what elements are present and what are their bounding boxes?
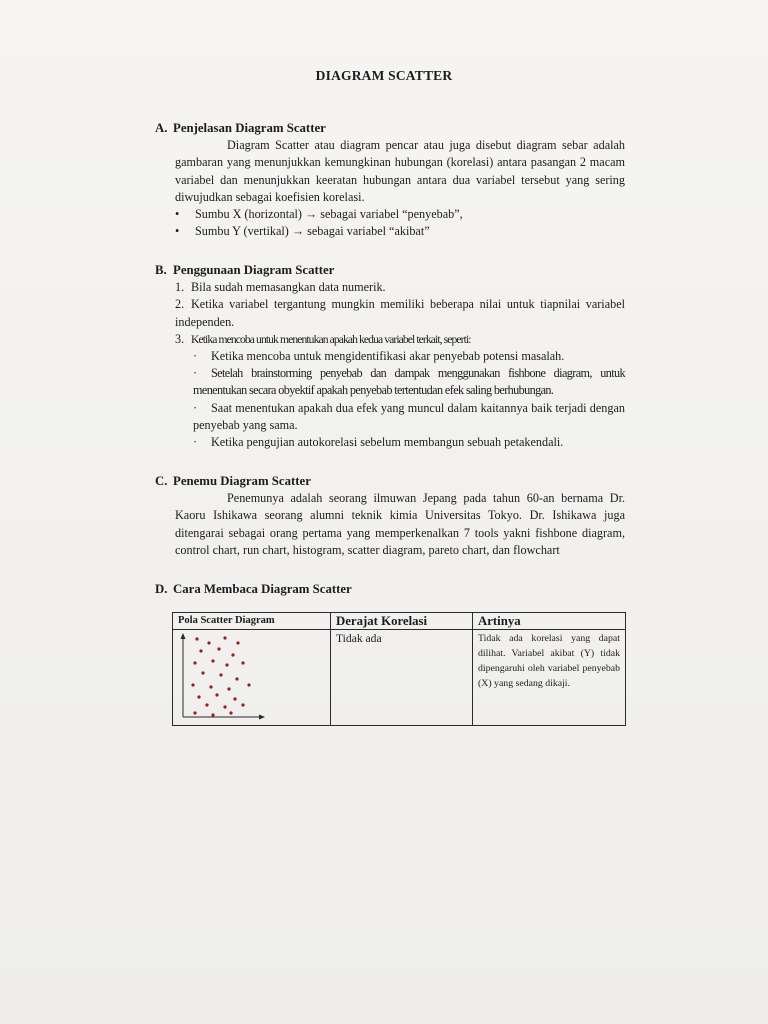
section-b bbox=[155, 262, 625, 451]
section-a-bullets bbox=[155, 206, 625, 240]
scatter-pattern-diagram bbox=[177, 631, 265, 723]
scatter-dot bbox=[207, 641, 210, 644]
degree-value: Tidak ada bbox=[336, 632, 382, 645]
section-c-heading: C. Penemu Diagram Scatter bbox=[155, 474, 311, 488]
list-item: 2. Ketika variabel tergantung mungkin memiliki beberapa nilai untuk tiapnilai variabel independen. bbox=[175, 297, 625, 329]
list-item: 1. Bila sudah memasangkan data numerik. bbox=[175, 280, 386, 295]
section-b-heading: B. Penggunaan Diagram Scatter bbox=[155, 263, 335, 277]
scatter-dot bbox=[199, 649, 202, 652]
list-item: · Ketika mencoba untuk mengidentifikasi akar penyebab potensi masalah. bbox=[193, 349, 565, 364]
scatter-dot bbox=[229, 711, 232, 714]
scatter-dot bbox=[211, 713, 214, 716]
section-c-paragraph: Penemunya adalah seorang ilmuwan Jepang pada tahun 60-an bernama Dr. Kaoru Ishikawa seorang alumni teknik kimia Universitas Tokyo. Dr. Ishikawa juga ditengarai sebagai orang pertama yang memperkenalkan 7 tools yakni fishbone diagram, control chart, run chart, histogram, scatter diagram, pareto chart, dan flowchart bbox=[175, 491, 625, 557]
scatter-dot bbox=[211, 659, 214, 662]
table-cell-pattern bbox=[173, 613, 331, 725]
scatter-dot bbox=[247, 683, 250, 686]
scatter-dot bbox=[235, 677, 238, 680]
list-item: · Saat menentukan apakah dua efek yang muncul dalam kaitannya baik terjadi dengan penyebab yang sama. bbox=[193, 400, 625, 432]
scatter-dot bbox=[197, 695, 200, 698]
scatter-dot bbox=[201, 671, 204, 674]
scatter-dot bbox=[193, 661, 196, 664]
scatter-dot bbox=[205, 703, 208, 706]
scatter-dot bbox=[231, 653, 234, 656]
scatter-dot bbox=[233, 697, 236, 700]
list-item: • Sumbu Y (vertikal) → sebagai variabel “akibat” bbox=[155, 223, 625, 240]
list-item: · Ketika pengujian autokorelasi sebelum membangun sebuah petakendali. bbox=[193, 435, 564, 450]
scatter-dot bbox=[236, 641, 239, 644]
scatter-dot bbox=[241, 661, 244, 664]
section-c bbox=[155, 473, 625, 559]
correlation-table bbox=[172, 612, 626, 726]
table-cell-degree bbox=[331, 613, 473, 725]
list-item: • Sumbu X (horizontal) → sebagai variabel “penyebab”, bbox=[155, 206, 625, 223]
scatter-dot bbox=[223, 705, 226, 708]
section-b-numbered-list bbox=[155, 279, 625, 348]
scatter-dot bbox=[225, 663, 228, 666]
list-item: 3. Ketika mencoba untuk menentukan apakah kedua variabel terkait, seperti: bbox=[175, 331, 471, 346]
y-axis-arrow bbox=[181, 633, 186, 639]
section-b-sublist bbox=[155, 348, 625, 451]
section-d bbox=[155, 581, 625, 598]
scatter-dot bbox=[209, 685, 212, 688]
meaning-value: Tidak ada korelasi yang dapat dilihat. Variabel akibat (Y) tidak dipengaruhi oleh variabel penyebab (X) yang sedang dikaji. bbox=[478, 633, 620, 689]
x-axis-arrow bbox=[259, 715, 265, 720]
scatter-dot bbox=[191, 683, 194, 686]
scatter-dot bbox=[217, 647, 220, 650]
scatter-dot bbox=[219, 673, 222, 676]
table-header: Derajat Korelasi bbox=[336, 614, 428, 628]
section-a-heading: A. Penjelasan Diagram Scatter bbox=[155, 121, 326, 135]
scatter-dot bbox=[227, 687, 230, 690]
table-cell-meaning bbox=[473, 613, 625, 725]
scatter-dot bbox=[193, 711, 196, 714]
document-title: DIAGRAM SCATTER bbox=[315, 68, 453, 83]
scatter-points bbox=[191, 636, 250, 716]
scatter-dot bbox=[241, 703, 244, 706]
scatter-dot bbox=[195, 637, 198, 640]
table-header: Artinya bbox=[478, 614, 521, 628]
section-a bbox=[155, 120, 625, 240]
scatter-dot bbox=[223, 636, 226, 639]
section-d-heading: D. Cara Membaca Diagram Scatter bbox=[155, 582, 352, 596]
section-a-paragraph: Diagram Scatter atau diagram pencar atau juga disebut diagram sebar adalah gambaran yang menunjukkan kemungkinan hubungan (korelasi) antara pasangan 2 macam variabel dan menunjukkan keeratan hubungan antara dua variabel tersebut yang sering diwujudkan sebagai koefisien korelasi. bbox=[175, 138, 625, 204]
table-header: Pola Scatter Diagram bbox=[178, 615, 275, 626]
list-item: · Setelah brainstorming penyebab dan dampak menggunakan fishbone diagram, untuk menentukan secara obyektif apakah penyebab tertentudan efek saling berhubungan. bbox=[193, 366, 625, 398]
scatter-dot bbox=[215, 693, 218, 696]
